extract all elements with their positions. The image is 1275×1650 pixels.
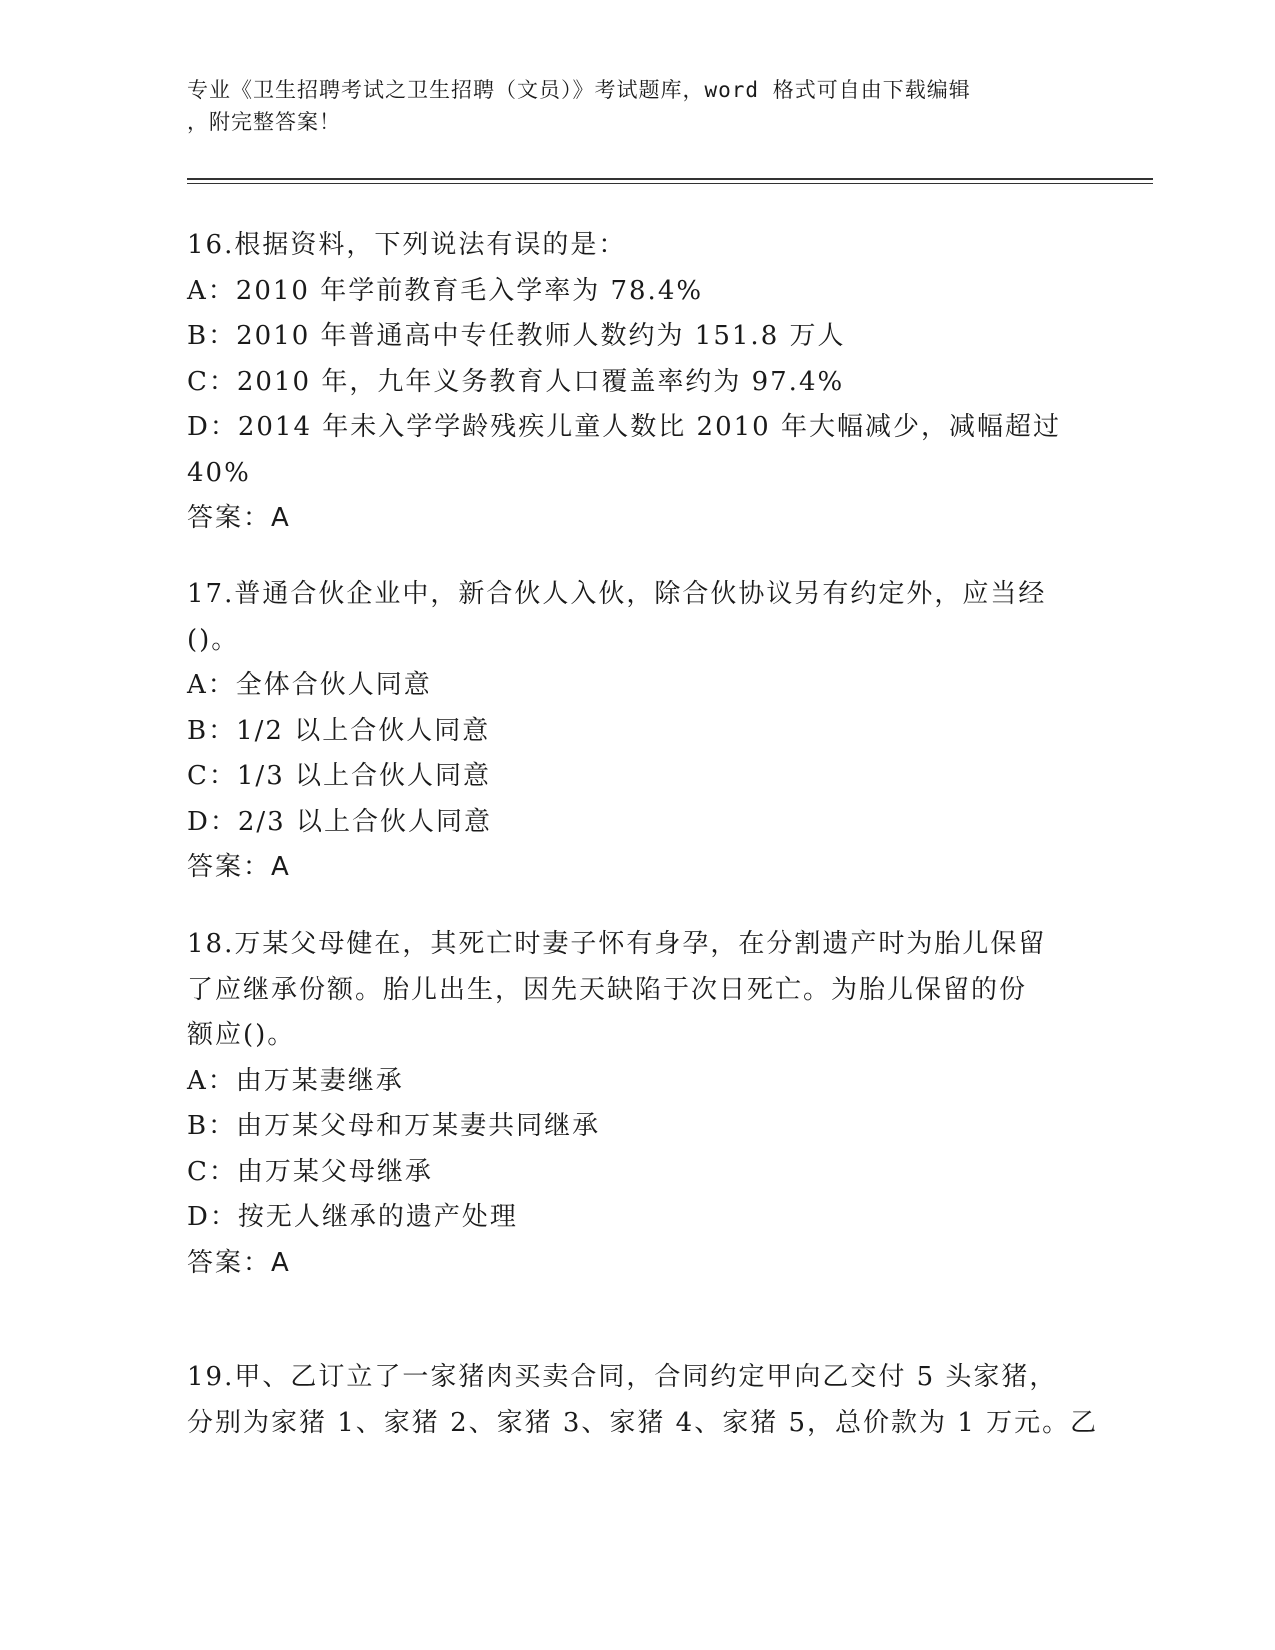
option-d: D：按无人继承的遗产处理 <box>187 1202 518 1232</box>
option-d-continued: 40% <box>187 457 251 488</box>
question-stem-continued: 分别为家猪 1、家猪 2、家猪 3、家猪 4、家猪 5，总价款为 1 万元。乙 <box>187 1407 1099 1438</box>
header-divider-thin <box>187 183 1153 184</box>
option-c: C：2010 年，九年义务教育人口覆盖率约为 97.4% <box>187 366 845 397</box>
question-stem: 16.根据资料，下列说法有误的是： <box>187 230 627 260</box>
question-stem-continued: ()。 <box>187 624 240 655</box>
option-a: A：全体合伙人同意 <box>187 670 432 700</box>
answer: 答案：A <box>187 852 291 882</box>
option-c: C：由万某父母继承 <box>187 1156 433 1187</box>
question-16 <box>187 223 1087 542</box>
question-stem-continued: 了应继承份额。胎儿出生，因先天缺陷于次日死亡。为胎儿保留的份 <box>187 974 1028 1005</box>
answer: 答案：A <box>187 1247 291 1278</box>
question-19 <box>187 1355 1099 1446</box>
header-divider-thick <box>187 178 1153 180</box>
option-b: B：1/2 以上合伙人同意 <box>187 715 491 746</box>
question-stem: 17.普通合伙企业中，新合伙人入伙，除合伙协议另有约定外，应当经 <box>187 579 1047 609</box>
option-d: D：2014 年未入学学龄残疾儿童人数比 2010 年大幅减少，减幅超过 <box>187 412 1061 442</box>
header-line-2: ，附完整答案！ <box>187 110 341 134</box>
question-18 <box>187 922 1087 1286</box>
option-a: A：由万某妻继承 <box>187 1065 404 1096</box>
option-b: B：由万某父母和万某妻共同继承 <box>187 1111 601 1141</box>
document-header <box>187 74 1067 138</box>
question-stem: 18.万某父母健在，其死亡时妻子怀有身孕，在分割遗产时为胎儿保留 <box>187 929 1047 959</box>
option-b: B：2010 年普通高中专任教师人数约为 151.8 万人 <box>187 321 846 351</box>
header-line-1: 专业《卫生招聘考试之卫生招聘（文员）》考试题库，word 格式可自由下载编辑 <box>187 78 971 102</box>
option-a: A：2010 年学前教育毛入学率为 78.4% <box>187 275 704 306</box>
question-stem-continued: 额应()。 <box>187 1020 296 1050</box>
option-d: D：2/3 以上合伙人同意 <box>187 806 492 837</box>
question-17 <box>187 572 1087 891</box>
question-stem: 19.甲、乙订立了一家猪肉买卖合同，合同约定甲向乙交付 5 头家猪， <box>187 1362 1058 1392</box>
option-c: C：1/3 以上合伙人同意 <box>187 761 492 791</box>
answer: 答案：A <box>187 503 291 533</box>
